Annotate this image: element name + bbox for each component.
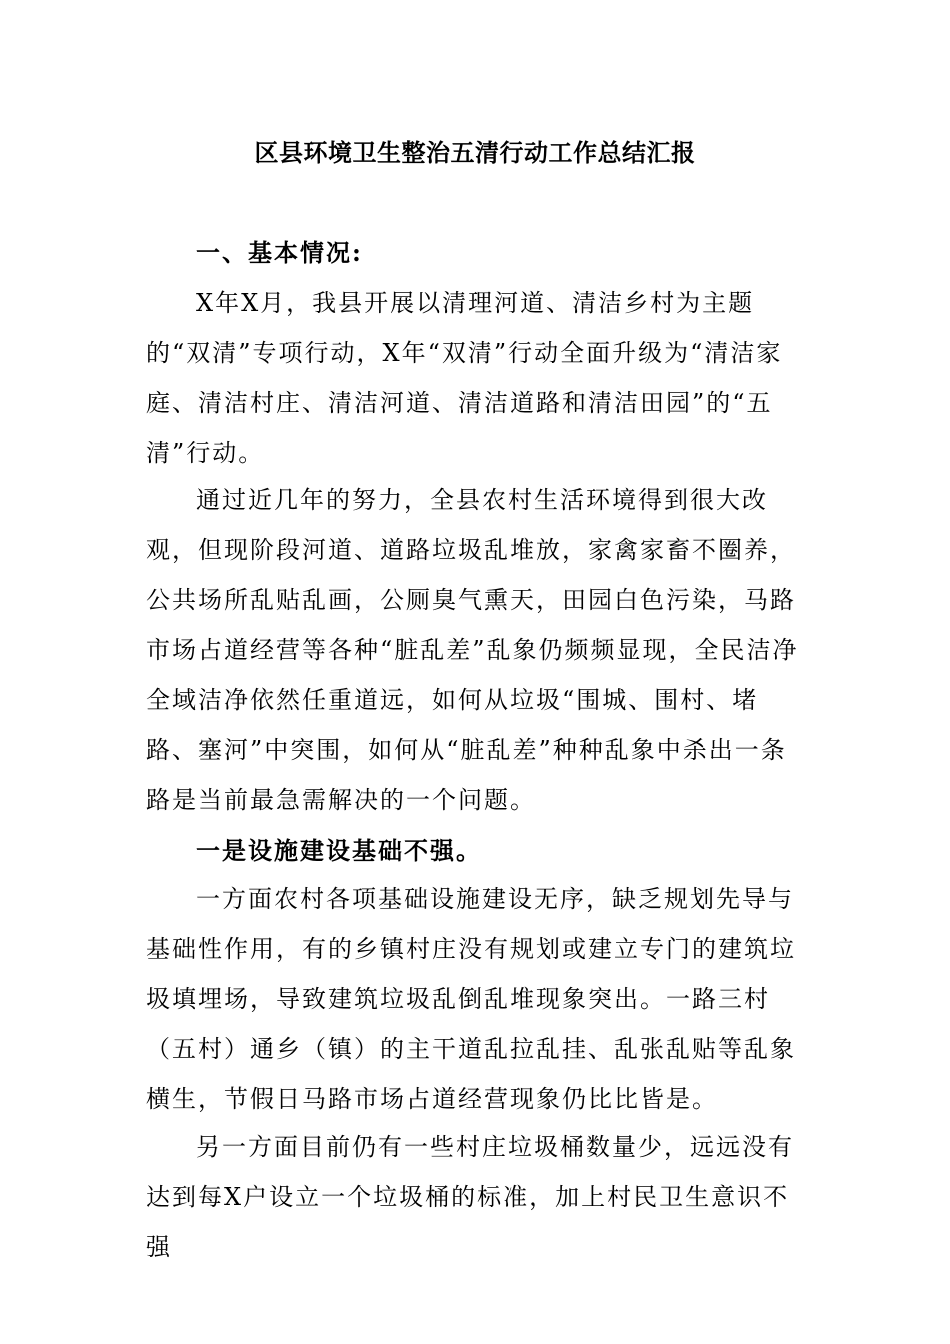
paragraph-3: 一方面农村各项基础设施建设无序，缺乏规划先导与基础性作用，有的乡镇村庄没有规划或建立专门的建筑垃圾填埋场，导致建筑垃圾乱倒乱堆现象突出。一路三村（五村）通乡（镇）的主干道乱拉乱挂、乱张乱贴等乱象横生，节假日马路市场占道经营现象仍比比皆是。 — [146, 885, 796, 1113]
document-title: 区县环境卫生整治五清行动工作总结汇报 — [254, 138, 696, 167]
section-heading-basic-situation: 一、基本情况: — [196, 238, 363, 267]
subheading-facilities: 一是设施建设基础不强。 — [196, 836, 482, 865]
paragraph-4: 另一方面目前仍有一些村庄垃圾桶数量少，远远没有达到每X户设立一个垃圾桶的标准，加上村民卫生意识不强 — [146, 1133, 794, 1261]
paragraph-2: 通过近几年的努力，全县农村生活环境得到很大改观，但现阶段河道、道路垃圾乱堆放，家禽家畜不圈养，公共场所乱贴乱画，公厕臭气熏天，田园白色污染，马路市场占道经营等各种“脏乱差”乱象仍频频显现，全民洁净全域洁净依然任重道远，如何从垃圾“围城、围村、堵路、塞河”中突围，如何从“脏乱差”种种乱象中杀出一条路是当前最急需解决的一个问题。 — [146, 486, 799, 814]
paragraph-1: X年X月，我县开展以清理河道、清洁乡村为主题的“双清”专项行动，X年“双清”行动全面升级为“清洁家庭、清洁村庄、清洁河道、清洁道路和清洁田园”的“五清”行动。 — [146, 289, 783, 467]
